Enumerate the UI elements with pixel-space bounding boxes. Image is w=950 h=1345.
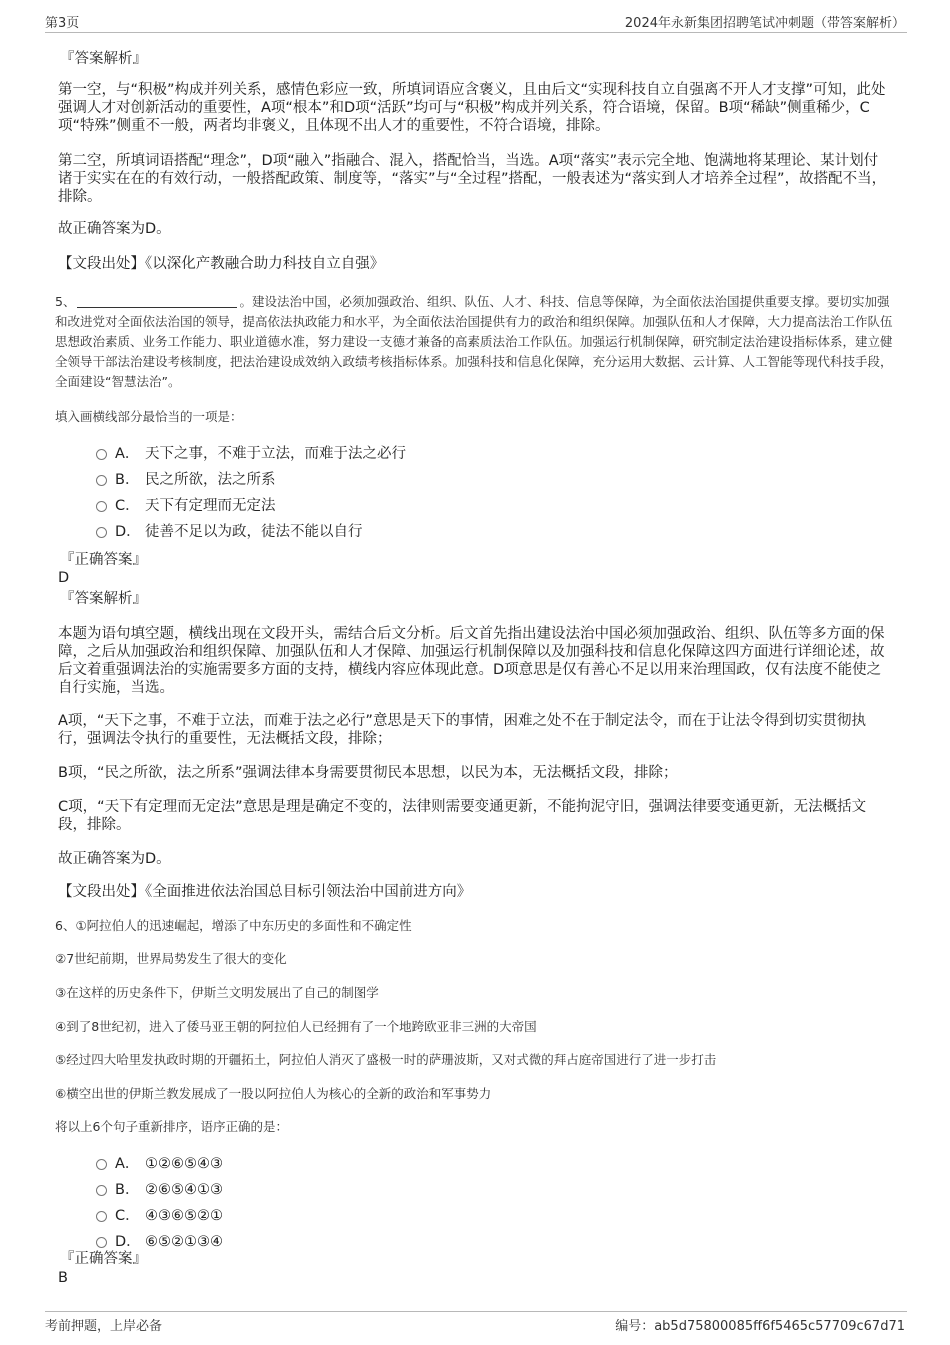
q6-sentence-6: ⑥横空出世的伊斯兰教发展成了一股以阿拉伯人为核心的全新的政治和军事势力: [55, 1086, 492, 1101]
page-header: [45, 10, 907, 33]
q4-conclusion: 故正确答案为D。: [58, 221, 171, 237]
q6-option-b[interactable]: B． ②⑥⑤④①③: [96, 1181, 223, 1199]
q5-analysis-a: A项，“天下之事，不难于立法，而难于法之必行”意思是天下的事情，困难之处不在于制定法令，而在于让法令得到切实贯彻执行，强调法令执行的重要性，无法概括文段，排除；: [58, 713, 866, 747]
q5-stem: [55, 292, 895, 392]
q5-fill-blank: [77, 295, 237, 308]
q6-sentence-2: ②7世纪前期，世界局势发生了很大的变化: [55, 951, 287, 966]
radio-icon[interactable]: [96, 1211, 107, 1222]
footer-id: 编号：ab5d75800085ff6f5465c57709c67d71: [615, 1319, 905, 1334]
footer-slogan: 考前押题，上岸必备: [45, 1319, 163, 1334]
q6-correct-label: 『正确答案』: [60, 1251, 147, 1267]
q6-correct-answer: B: [58, 1270, 68, 1286]
q5-prompt: 填入画横线部分最恰当的一项是：: [55, 409, 243, 424]
q4-source: 【文段出处】《以深化产教融合助力科技自立自强》: [58, 256, 385, 272]
q5-option-d[interactable]: D． 徒善不足以为政，徒法不能以自行: [96, 523, 363, 541]
page-footer: [45, 1311, 907, 1334]
radio-icon[interactable]: [96, 1237, 107, 1248]
q6-option-d[interactable]: D． ⑥⑤②①③④: [96, 1233, 223, 1251]
q5-conclusion: 故正确答案为D。: [58, 851, 171, 867]
q6-sentence-3: ③在这样的历史条件下，伊斯兰文明发展出了自己的制图学: [55, 985, 379, 1000]
q4-analysis-label: 『答案解析』: [60, 51, 147, 67]
q5-analysis-main: 本题为语句填空题，横线出现在文段开头，需结合后文分析。后文首先指出建设法治中国必须加强政治、组织、队伍等多方面的保障，之后从加强政治和组织保障、加强队伍和人才保障、加强运行机制保障以及加强科技和信息化保障这四方面进行详细论述，故后文着重强调法治的实施需要多方面的支持，横线内容应体现此意。D项意思是仅有善心不足以用来治理国政，仅有法度不能使之自行实施，当选。: [58, 626, 885, 696]
q5-analysis-b: B项，“民之所欲，法之所系”强调法律本身需要贯彻民本思想，以民为本，无法概括文段，排除；: [58, 765, 678, 781]
q5-analysis-c: C项，“天下有定理而无定法”意思是理是确定不变的，法律则需要变通更新，不能拘泥守旧，强调法律要变通更新，无法概括文段，排除。: [58, 799, 867, 833]
q5-option-c[interactable]: C． 天下有定理而无定法: [96, 497, 276, 515]
q6-sentence-4: ④到了8世纪初，进入了倭马亚王朝的阿拉伯人已经拥有了一个地跨欧亚非三洲的大帝国: [55, 1019, 537, 1034]
q5-analysis-label: 『答案解析』: [60, 591, 147, 607]
q5-correct-answer: D: [58, 570, 70, 586]
q6-prompt: 将以上6个句子重新排序，语序正确的是：: [55, 1119, 288, 1134]
radio-icon[interactable]: [96, 527, 107, 538]
q5-passage: 。建设法治中国，必须加强政治、组织、队伍、人才、科技、信息等保障，为全面依法治国提供重要支撑。要切实加强和改进党对全面依法治国的领导，提高依法执政能力和水平，为全面依法治国提供有力的政治和组织保障。加强队伍和人才保障，大力提高法治工作队伍思想政治素质、业务工作能力、职业道德水准，努力建设一支德才兼备的高素质法治工作队伍。加强运行机制保障，研究制定法治建设指标体系，建立健全领导干部法治建设考核制度，把法治建设成效纳入政绩考核指标体系。加强科技和信息化保障，充分运用大数据、云计算、人工智能等现代科技手段，全面建设“智慧法治”。: [55, 294, 893, 389]
document-title: 2024年永新集团招聘笔试冲刺题（带答案解析）: [624, 16, 905, 31]
page-number: 第3页: [45, 16, 80, 31]
q6-option-a[interactable]: A． ①②⑥⑤④③: [96, 1155, 223, 1173]
q6-sentence-1: 6、①阿拉伯人的迅速崛起，增添了中东历史的多面性和不确定性: [55, 918, 412, 933]
radio-icon[interactable]: [96, 475, 107, 486]
q4-analysis-para1: 第一空，与“积极”构成并列关系，感情色彩应一致，所填词语应含褒义，且由后文“实现科技自立自强离不开人才支撑”可知，此处强调人才对创新活动的重要性，A项“根本”和D项“活跃”均可与“积极”构成并列关系，符合语境，保留。B项“稀缺”侧重稀少，C项“特殊”侧重不一般，两者均非褒义，且体现不出人才的重要性，不符合语境，排除。: [58, 82, 886, 134]
radio-icon[interactable]: [96, 1159, 107, 1170]
q5-number: 5、: [55, 294, 76, 309]
q5-source: 【文段出处】《全面推进依法治国总目标引领法治中国前进方向》: [58, 884, 472, 900]
radio-icon[interactable]: [96, 449, 107, 460]
q4-analysis-para2: 第二空，所填词语搭配“理念”，D项“融入”指融合、混入，搭配恰当，当选。A项“落实”表示完全地、饱满地将某理论、某计划付诸于实实在在的有效行动，一般搭配政策、制度等，“落实”与“全过程”搭配，一般表述为“落实到人才培养全过程”，故搭配不当，排除。: [58, 153, 887, 205]
q5-option-a[interactable]: A． 天下之事，不难于立法，而难于法之必行: [96, 445, 406, 463]
q5-correct-label: 『正确答案』: [60, 552, 147, 568]
q6-sentence-5: ⑤经过四大哈里发执政时期的开疆拓土，阿拉伯人消灭了盛极一时的萨珊波斯，又对式微的拜占庭帝国进行了进一步打击: [55, 1052, 717, 1067]
radio-icon[interactable]: [96, 1185, 107, 1196]
radio-icon[interactable]: [96, 501, 107, 512]
q6-option-c[interactable]: C． ④③⑥⑤②①: [96, 1207, 223, 1225]
q5-option-b[interactable]: B． 民之所欲，法之所系: [96, 471, 276, 489]
